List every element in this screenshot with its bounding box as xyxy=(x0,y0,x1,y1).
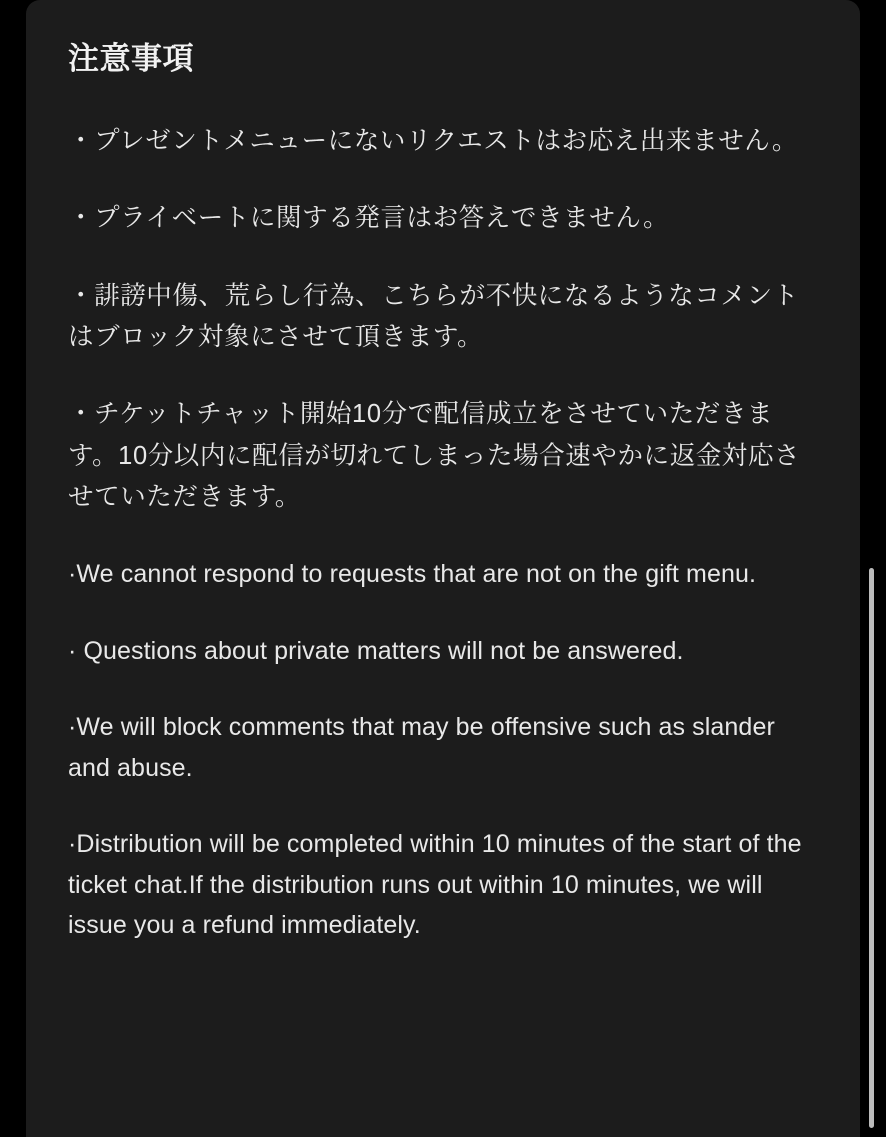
notice-paragraph-en-4: ·Distribution will be completed within 10 minutes of the start of the ticket chat.If the distribution runs out within 10 minutes, we will issue you a refund immediately. xyxy=(68,830,802,940)
notice-paragraph-en-3: ·We will block comments that may be offensive such as slander and abuse. xyxy=(68,713,775,782)
scrollbar-track[interactable] xyxy=(874,0,880,1137)
page-title: 注意事項 xyxy=(68,41,194,76)
left-gutter xyxy=(0,0,26,1137)
notice-paragraph-jp-2: ・プライベートに関する発言はお答えできません。 xyxy=(68,204,670,233)
notice-paragraph-jp-4: ・チケットチャット開始10分で配信成立をさせていただきます。10分以内に配信が切れてしまった場合速やかに返金対応させていただきます。 xyxy=(68,400,801,511)
notice-paragraph-jp-1: ・プレゼントメニューにないリクエストはお応え出来ません。 xyxy=(68,127,799,156)
notice-paragraph-en-2: · Questions about private matters will not be answered. xyxy=(68,636,684,665)
notice-paragraph-jp-3: ・誹謗中傷、荒らし行為、こちらが不快になるようなコメントはブロック対象にさせて頂きます。 xyxy=(68,281,799,352)
notice-paragraph-en-1: ·We cannot respond to requests that are not on the gift menu. xyxy=(68,560,756,589)
notice-panel xyxy=(26,0,860,1137)
scrollbar-thumb[interactable] xyxy=(869,568,874,1128)
